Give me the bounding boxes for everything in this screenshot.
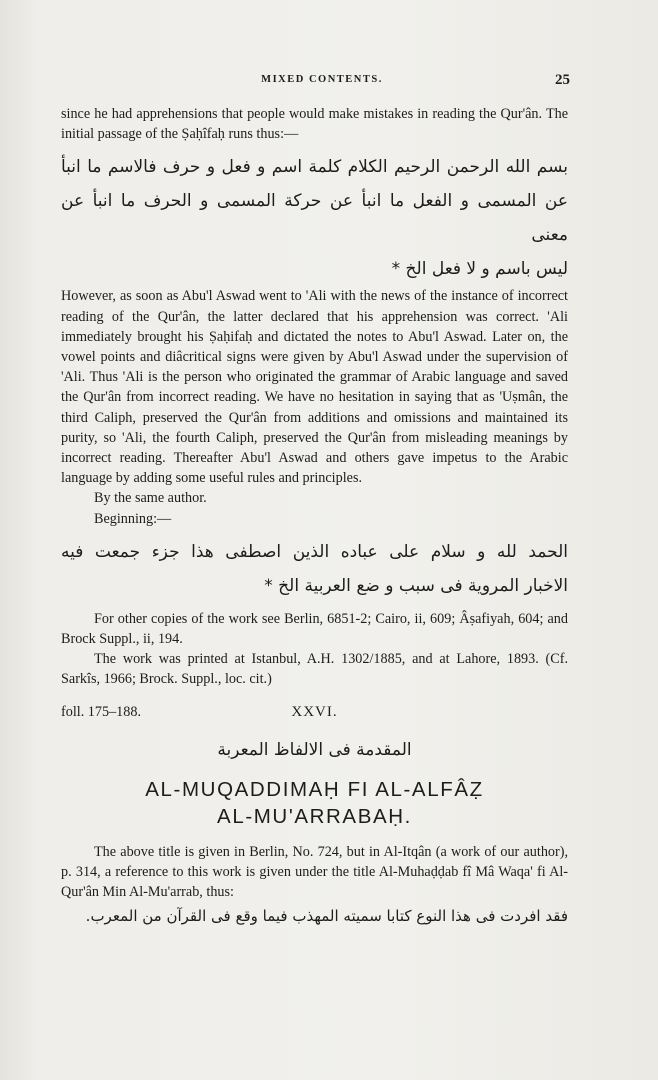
arabic-title: المقدمة فى الالفاظ المعربة (217, 739, 412, 760)
by-author-line: By the same author. (94, 490, 207, 507)
entry-number: XXVI. (291, 703, 338, 720)
paragraph-copies: For other copies of the work see Berlin, 6851-2; Cairo, ii, 609; Âṣafiyah, 604; and Brock Suppl., ii, 194. (61, 610, 568, 648)
page-body (61, 104, 568, 930)
beginning-label: Beginning:— (94, 510, 172, 527)
entry-title (61, 776, 568, 830)
running-head: MIXED CONTENTS. (261, 74, 383, 85)
page-header (60, 70, 570, 94)
entry-title-line: AL-MU'ARRABAḤ. (217, 804, 412, 828)
arabic-quote-line: عن المسمى و الفعل ما انبأ عن حركة المسمى و الحرف ما انبأ عن معنى (61, 191, 568, 246)
paragraph-reference: The above title is given in Berlin, No. 724, but in Al-Itqân (a work of our author), p. 314, a reference to this work is given under the title Al-Muhaḍḍab fî Mâ Waqa' fi Al-Qur'ân Min Al-Mu'arrab, thus: (61, 843, 568, 901)
arabic-quote-line: بسم الله الرحمن الرحيم الكلام كلمة اسم و فعل و حرف فالاسم ما انبأ (61, 157, 568, 178)
arabic-reference-line: فقد افردت فى هذا النوع كتابا سميته المهذب فيما وقع فى القرآن من المعرب. (85, 907, 568, 926)
entry-heading (61, 700, 568, 724)
page-number: 25 (555, 72, 570, 88)
arabic-beginning-line: الحمد لله و سلام على عباده الذين اصطفى هذا جزء جمعت فيه (61, 541, 568, 562)
paragraph-intro: since he had apprehensions that people would make mistakes in reading the Qur'ân. The initial passage of the Ṣaḥîfaḥ runs thus:— (61, 106, 568, 143)
entry-title-line: AL-MUQADDIMAḤ FI AL-ALFÂẒ (145, 777, 484, 801)
paragraph-history: However, as soon as Abu'l Aswad went to 'Ali with the news of the instance of incorrect reading of the Qur'ân, the latter declared that his apprehension was correct. 'Ali immediately brought his Ṣaḥifaḥ and dictated the notes to Abu'l Aswad. Later on, the vowel points and diâcritical signs were given by Abu'l Aswad under the supervision of 'Ali. Thus 'Ali is the person who originated the grammar of Arabic language and saved the Qur'ân from incorrect reading. We have no hesitation in saying that as 'Uṣmân, the third Caliph, preserved the Qur'ân from additions and omissions and maintained its purity, so 'Ali, the fourth Caliph, preserved the Qur'ân from misleading meanings by incorrect reading. Thereafter Abu'l Aswad and others gave impetus to the Arabic language by adding some useful rules and principles. (61, 288, 568, 487)
arabic-beginning-line: الاخبار المروية فى سبب و ضع العربية الخ * (264, 575, 568, 596)
paragraph-printed: The work was printed at Istanbul, A.H. 1302/1885, and at Lahore, 1893. (Cf. Sarkîs, 1966; Brock. Suppl., loc. cit.) (61, 651, 568, 688)
arabic-quote-line: ليس باسم و لا فعل الخ * (391, 259, 568, 280)
folio-reference: foll. 175–188. (61, 703, 141, 720)
